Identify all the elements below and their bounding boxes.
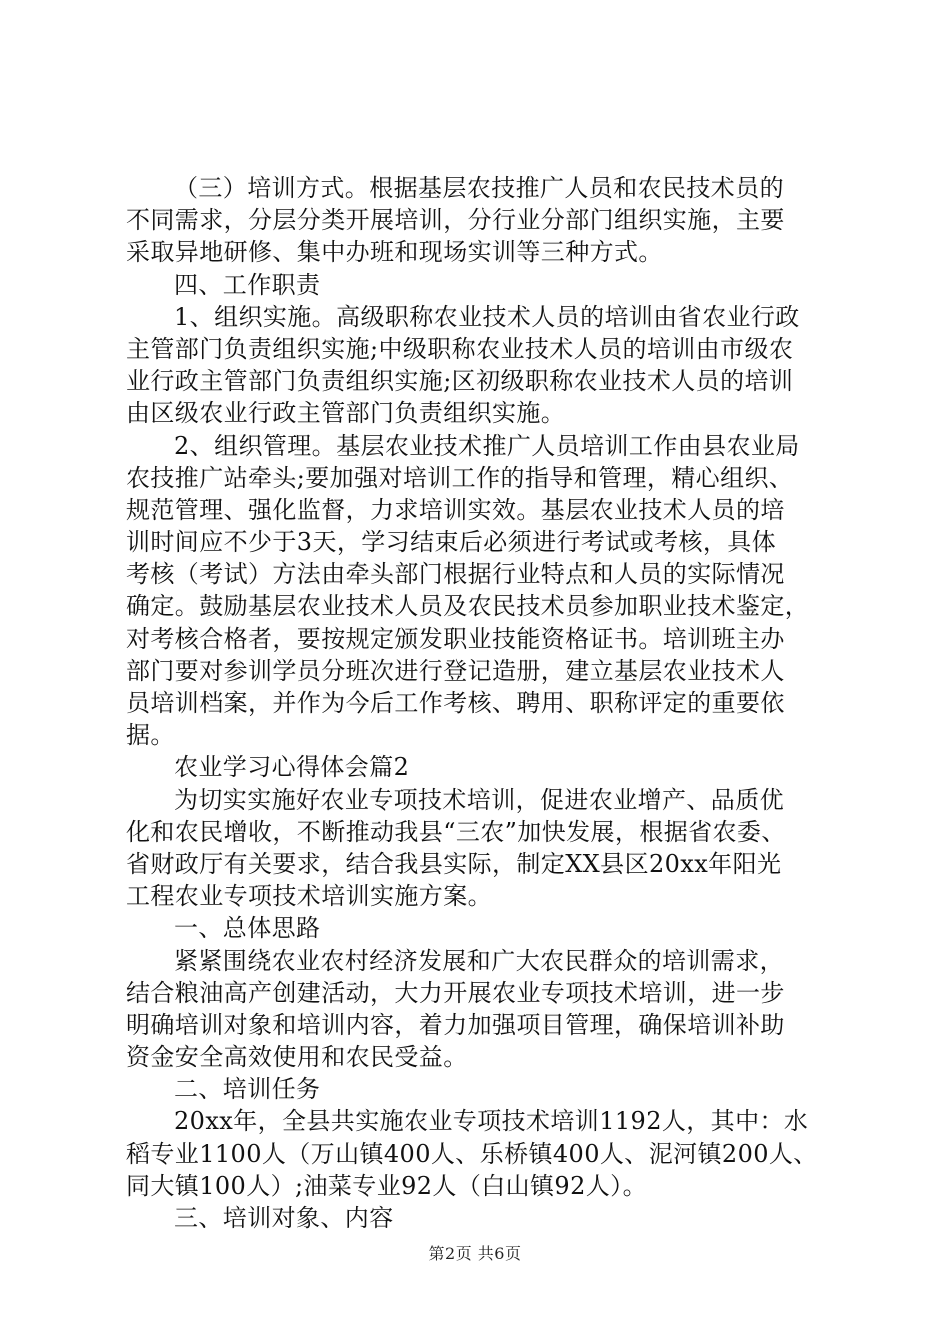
text-line: 二、培训任务 <box>174 1075 321 1104</box>
text-line: 结合粮油高产创建活动，大力开展农业专项技术培训，进一步 <box>126 978 785 1007</box>
text-line: 20xx年，全县共实施农业专项技术培训1192人，其中：水 <box>174 1107 809 1136</box>
page-footer: 第2页 共6页 <box>428 1244 522 1263</box>
text-line: 资金安全高效使用和农民受益。 <box>126 1043 468 1072</box>
text-line: 考核（考试）方法由牵头部门根据行业特点和人员的实际情况 <box>126 560 785 589</box>
text-line: 同大镇100人）;油菜专业92人（白山镇92人）。 <box>126 1171 647 1200</box>
text-line: 1、组织实施。高级职称农业技术人员的培训由省农业行政 <box>174 302 800 331</box>
text-line: 三、培训对象、内容 <box>174 1204 394 1232</box>
document-body <box>126 172 832 1234</box>
text-line: 化和农民增收，不断推动我县“三农”加快发展，根据省农委、 <box>126 817 786 846</box>
text-line: 采取异地研修、集中办班和现场实训等三种方式。 <box>126 238 663 267</box>
text-line: 据。 <box>126 721 175 750</box>
text-line: 部门要对参训学员分班次进行登记造册，建立基层农业技术人 <box>126 656 785 685</box>
text-line: 由区级农业行政主管部门负责组织实施。 <box>126 399 566 428</box>
text-line: 主管部门负责组织实施;中级职称农业技术人员的培训由市级农 <box>126 334 794 363</box>
text-line: 不同需求，分层分类开展培训，分行业分部门组织实施，主要 <box>126 206 785 235</box>
text-line: 训时间应不少于3天，学习结束后必须进行考试或考核，具体 <box>126 528 777 557</box>
text-line: 一、总体思路 <box>174 914 321 943</box>
text-line: 对考核合格者，要按规定颁发职业技能资格证书。培训班主办 <box>126 624 785 653</box>
text-line: 农业学习心得体会篇2 <box>174 753 410 782</box>
text-line: 员培训档案，并作为今后工作考核、聘用、职称评定的重要依 <box>126 689 785 717</box>
text-line: （三）培训方式。根据基层农技推广人员和农民技术员的 <box>174 174 784 202</box>
text-line: 省财政厅有关要求，结合我县实际，制定XX县区20xx年阳光 <box>126 849 782 878</box>
text-line: 业行政主管部门负责组织实施;区初级职称农业技术人员的培训 <box>126 367 794 396</box>
text-line: 四、工作职责 <box>174 270 321 299</box>
text-line: 为切实实施好农业专项技术培训，促进农业增产、品质优 <box>174 785 784 814</box>
text-line: 规范管理、强化监督，力求培训实效。基层农业技术人员的培 <box>126 495 785 524</box>
text-line: 紧紧围绕农业农村经济发展和广大农民群众的培训需求， <box>174 946 784 975</box>
text-line: 确定。鼓励基层农业技术人员及农民技术员参加职业技术鉴定， <box>126 592 810 621</box>
text-line: 农技推广站牵头;要加强对培训工作的指导和管理，精心组织、 <box>126 463 794 492</box>
text-line: 明确培训对象和培训内容，着力加强项目管理，确保培训补助 <box>126 1010 785 1039</box>
text-line: 稻专业1100人（万山镇400人、乐桥镇400人、泥河镇200人、 <box>126 1139 818 1168</box>
text-line: 工程农业专项技术培训实施方案。 <box>126 882 492 911</box>
text-line: 2、组织管理。基层农业技术推广人员培训工作由县农业局 <box>174 431 800 460</box>
